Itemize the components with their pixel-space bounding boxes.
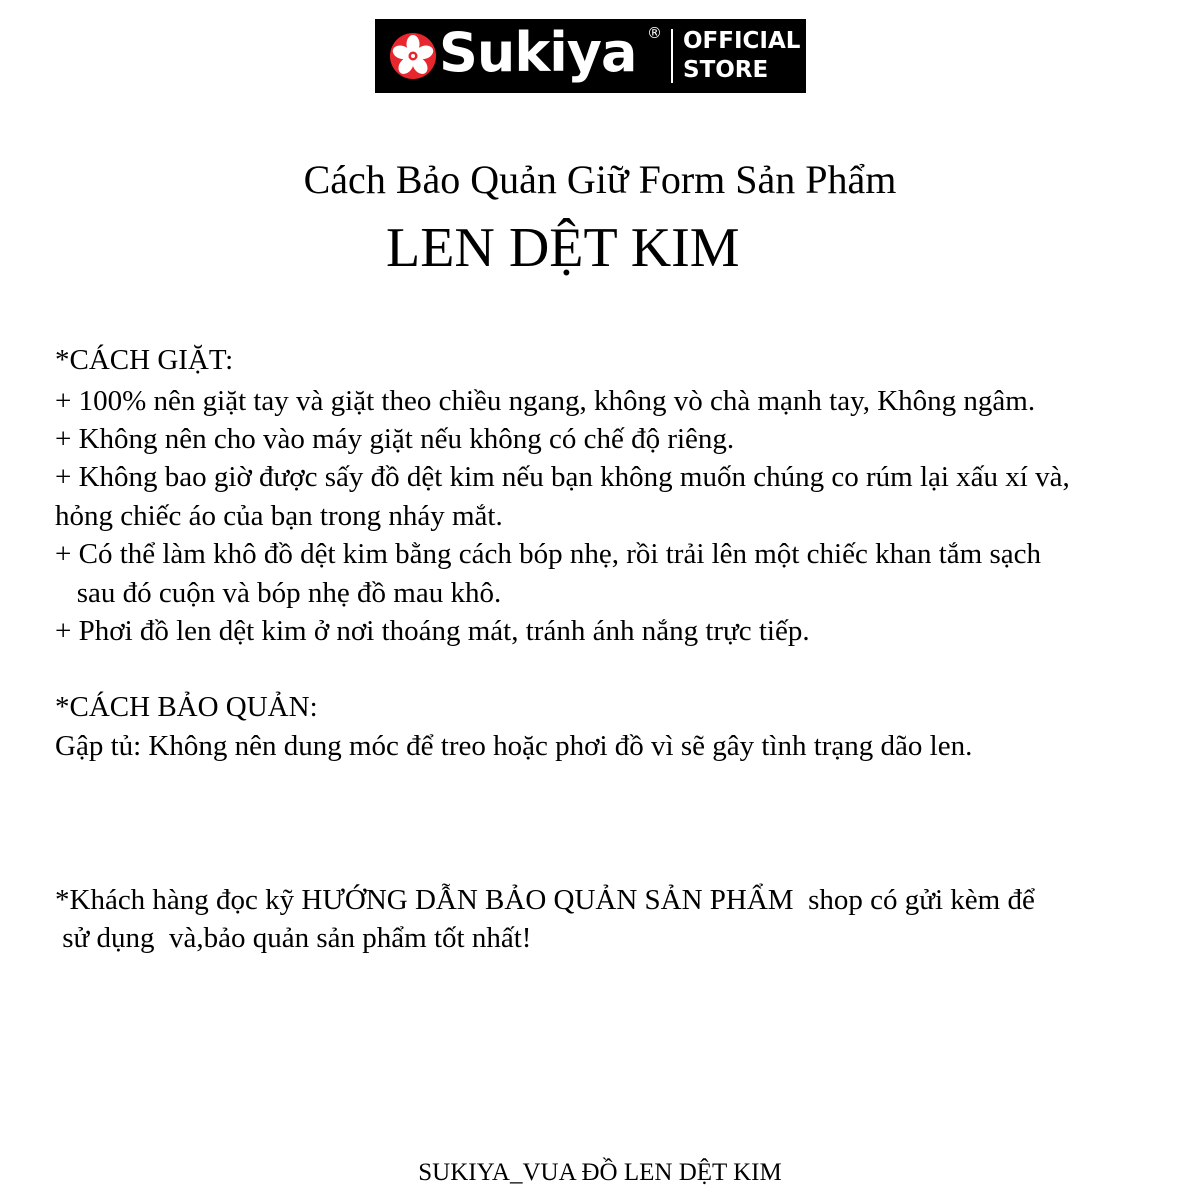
washing-line: + 100% nên giặt tay và giặt theo chiều ngang, không vò chà mạnh tay, Không ngâm. [55, 385, 1036, 417]
page-title: Cách Bảo Quản Giữ Form Sản Phẩm [303, 157, 897, 202]
official-label: OFFICIAL [683, 28, 801, 54]
customer-note: *Khách hàng đọc kỹ HƯỚNG DẪN BẢO QUẢN SẢN PHẨM shop có gửi kèm để [55, 884, 1035, 916]
washing-line: + Có thể làm khô đồ dệt kim bằng cách bóp nhẹ, rồi trải lên một chiếc khan tắm sạch [55, 538, 1041, 570]
store-label: STORE [683, 57, 769, 83]
washing-line: hỏng chiếc áo của bạn trong nháy mắt. [55, 500, 503, 532]
storage-text: Gập tủ: Không nên dung móc để treo hoặc phơi đồ vì sẽ gây tình trạng dão len. [55, 730, 973, 762]
customer-note: sử dụng và,bảo quản sản phẩm tốt nhất! [55, 922, 532, 954]
washing-heading: *CÁCH GIẶT: [55, 344, 234, 376]
washing-line: + Không nên cho vào máy giặt nếu không có chế độ riêng. [55, 423, 735, 455]
washing-line: + Phơi đồ len dệt kim ở nơi thoáng mát, tránh ánh nắng trực tiếp. [55, 615, 810, 647]
logo-divider [671, 29, 673, 83]
logo-wordmark: Sukiya [439, 21, 637, 84]
footer-text: SUKIYA_VUA ĐỒ LEN DỆT KIM [418, 1159, 782, 1186]
washing-line: + Không bao giờ được sấy đồ dệt kim nếu bạn không muốn chúng co rúm lại xấu xí và, [55, 461, 1070, 493]
official-store-label [683, 27, 800, 85]
page-subtitle: LEN DỆT KIM [386, 217, 740, 279]
sakura-flower-icon [389, 32, 437, 80]
brand-logo [375, 19, 806, 93]
washing-line: sau đó cuộn và bóp nhẹ đồ mau khô. [55, 577, 502, 609]
registered-mark: ® [647, 24, 662, 42]
storage-heading: *CÁCH BẢO QUẢN: [55, 691, 318, 723]
